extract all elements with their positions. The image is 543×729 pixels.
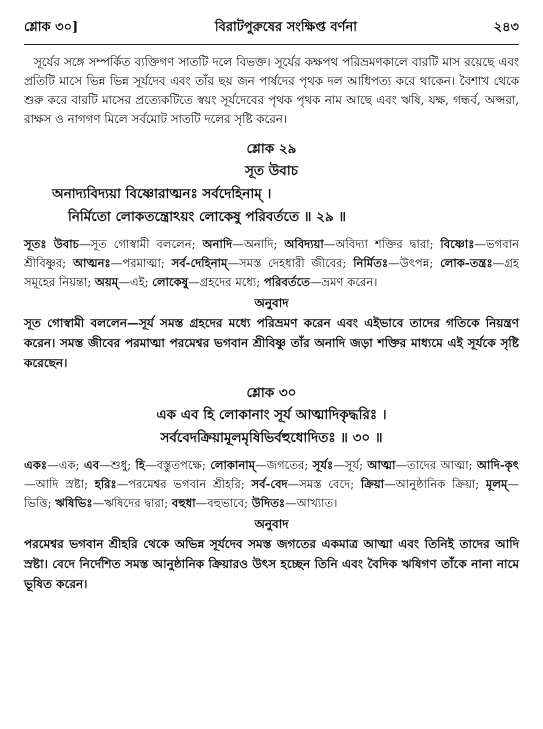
verse-30-synonym-meaning: —সমস্ত বেদে;: [287, 477, 361, 491]
running-head-title: বিরাটপুরুষের সংক্ষিপ্ত বর্ণনা: [214, 20, 357, 35]
verse-30-synonym-meaning: —জগতের;: [255, 458, 313, 472]
verse-30-synonym-term: হরিঃ: [94, 477, 117, 491]
verse-30-synonym-meaning: —বহুভাবে;: [195, 496, 252, 510]
verse-30-synonym-term: উদিতঃ: [251, 496, 286, 510]
purport-continuation: সূর্যের সঙ্গে সম্পর্কিত ব্যক্তিগণ সাতটি দলে বিভক্ত। সূর্যের কক্ষপথ পরিভ্রমণকালে বারটি মাস রয়েছে এবং প্রতিটি মাসে ভিন্ন ভিন্ন সূর্যদেব এবং তাঁর ছয় জন পার্ষদের পৃথক দল আধিপত্য করে থাকেন। বৈশাখ থেকে শুরু করে বারটি মাসের প্রত্যেকটিতে স্বয়ং সূর্যদেবের পৃথক পৃথক নাম আছে এবং ঋষি, যক্ষ, গন্ধর্ব, অপ্সরা, রাক্ষস ও নাগগণ মিলে সর্বমোট সাতটি দলের সৃষ্টি করেন।: [24, 55, 519, 126]
header-rule: [24, 44, 519, 45]
verse-29-synonym-meaning: —উৎপন্ন;: [388, 256, 441, 270]
verse-29-synonym-meaning: —গ্রহ সমূহের নিয়ন্তা;: [24, 256, 519, 289]
verse-30-synonym-meaning: —পরমেশ্বর ভগবান শ্রীহরি;: [116, 477, 252, 491]
verse-29-synonym-term: নির্মিতঃ: [353, 256, 389, 270]
verse-30-synonym-meaning: —তাদের আত্মা;: [395, 458, 477, 472]
verse-29-synonym-term: বিষ্ণোঃ: [440, 237, 475, 251]
verse-30-synonym-meaning: —সূর্য;: [333, 458, 368, 472]
verse-30-synonym-term: ঋষিভিঃ: [55, 496, 93, 510]
verse-29-synonym-meaning: —ভগবান শ্রীবিষ্ণুর;: [24, 237, 519, 270]
verse-30-synonym-term: সূর্যঃ: [312, 458, 334, 472]
verse-30-synonym-meaning: —বস্তুতপক্ষে;: [144, 458, 211, 472]
verse-30-synonym-meaning: —ঋষিদের দ্বারা;: [92, 496, 172, 510]
running-head-verse-ref: শ্লোক ৩০]: [24, 20, 79, 35]
verse-29-synonym-meaning: —এই;: [118, 275, 153, 289]
verse-30-synonym-meaning: —আখ্যাত।: [285, 496, 338, 510]
verse-30-synonym-meaning: —আনুষ্ঠানিক ক্রিয়া;: [384, 477, 486, 491]
verse-29-heading: শ্লোক ২৯: [246, 141, 297, 157]
verse-29-synonym-meaning: —ভ্রমণ করেন।: [309, 275, 378, 289]
verse-30-line-2: সর্ববেদক্রিয়ামূলমৃষিভির্বহুধোদিতঃ ॥ ৩০ ॥: [160, 430, 383, 446]
verse-30-synonym-term: আদি-কৃৎ: [476, 458, 519, 472]
verse-30-synonym-term: লোকানাম্: [210, 458, 256, 472]
running-head: [24, 18, 519, 40]
verse-29-synonym-term: অয়ম্: [94, 275, 119, 289]
verse-29-synonym-meaning: —সূত গোস্বামী বললেন;: [78, 237, 203, 251]
verse-29-speaker: সূত উবাচ: [245, 163, 298, 179]
verse-29-synonym-term: অবিদ্যয়া: [284, 237, 324, 251]
verse-30-heading: শ্লোক ৩০: [246, 385, 297, 401]
verse-30-synonym-term: একঃ: [24, 458, 48, 472]
verse-30-synonym-meaning: —এক;: [47, 458, 84, 472]
verse-30-synonym-term: এব: [83, 458, 100, 472]
verse-30-line-1: এক এব হি লোকানাং সূর্য আত্মাদিকৃদ্ধরিঃ ।: [156, 407, 387, 423]
verse-30-synonym-term: হি: [135, 458, 145, 472]
verse-29-translation: সূত গোস্বামী বললেন—সূর্য সমস্ত গ্রহদের মধ্যে পরিভ্রমণ করেন এবং এইভাবে তাদের গতিকে নিয়ন্ত্রণ করেন। সমস্ত জীবের পরমাত্মা পরমেশ্বর ভগবান শ্রীবিষ্ণু তাঁর অনাদি জড়া শক্তির মাধ্যমে এই সূর্যকে সৃষ্টি করেছেন।: [24, 316, 519, 370]
page-number: ২৪৩: [493, 20, 519, 35]
verse-29-synonym-meaning: —পরমাত্মা;: [110, 256, 172, 270]
verse-30-synonyms: [24, 456, 519, 513]
verse-29-synonym-meaning: —অনাদি;: [232, 237, 285, 251]
verse-30-synonym-term: সর্ব-বেদ: [251, 477, 288, 491]
verse-29-synonym-term: সূতঃ উবাচ: [24, 237, 79, 251]
verse-30-synonym-meaning: —ভিত্তি;: [24, 477, 519, 510]
verse-29-line-2: নির্মিতো লোকতন্ত্রোঽয়ং লোকেষু পরিবর্ততে ॥ ২৯ ॥: [68, 209, 347, 225]
verse-30-synonym-term: বহুধা: [171, 496, 196, 510]
verse-30-synonym-meaning: —শুধু;: [99, 458, 136, 472]
verse-29-synonym-meaning: —সমস্ত দেহধারী জীবের;: [227, 256, 354, 270]
verse-29-synonym-term: লোক-তন্ত্রঃ: [440, 256, 493, 270]
verse-29-synonym-term: সর্ব-দেহিনাম্: [171, 256, 228, 270]
verse-29-synonym-term: আত্মনঃ: [72, 256, 111, 270]
verse-30-translation-label: অনুবাদ: [254, 517, 289, 531]
verse-29-synonyms: [24, 235, 519, 292]
verse-30-synonym-term: মূলম্: [485, 477, 508, 491]
verse-30-synonym-meaning: —আদি স্রষ্টা;: [24, 477, 95, 491]
verse-29-synonym-term: পরিবর্ততে: [263, 275, 310, 289]
verse-30-synonym-term: ক্রিয়া: [360, 477, 385, 491]
verse-29-translation-label: অনুবাদ: [254, 296, 289, 310]
verse-29-synonym-meaning: —গ্রহদের মধ্যে;: [188, 275, 264, 289]
verse-29-line-1: অনাদ্যবিদ্যয়া বিষ্ণোরাত্মনঃ সর্বদেহিনাম্ ।: [52, 186, 272, 202]
verse-30-translation: পরমেশ্বর ভগবান শ্রীহরি থেকে অভিন্ন সূর্যদেব সমস্ত জগতের একমাত্র আত্মা এবং তিনিই তাদের আদি স্রষ্টা। বেদে নির্দেশিত সমস্ত আনুষ্ঠানিক ক্রিয়ারও উৎস হচ্ছেন তিনি এবং বৈদিক ঋষিগণ তাঁকে নানা নামে ভূষিত করেন।: [24, 537, 519, 591]
verse-29-synonym-term: অনাদি: [202, 237, 233, 251]
verse-29-synonym-term: লোকেষু: [152, 275, 189, 289]
verse-30-synonym-term: আত্মা: [367, 458, 396, 472]
verse-29-synonym-meaning: —অবিদ্যা শক্তির দ্বারা;: [323, 237, 441, 251]
